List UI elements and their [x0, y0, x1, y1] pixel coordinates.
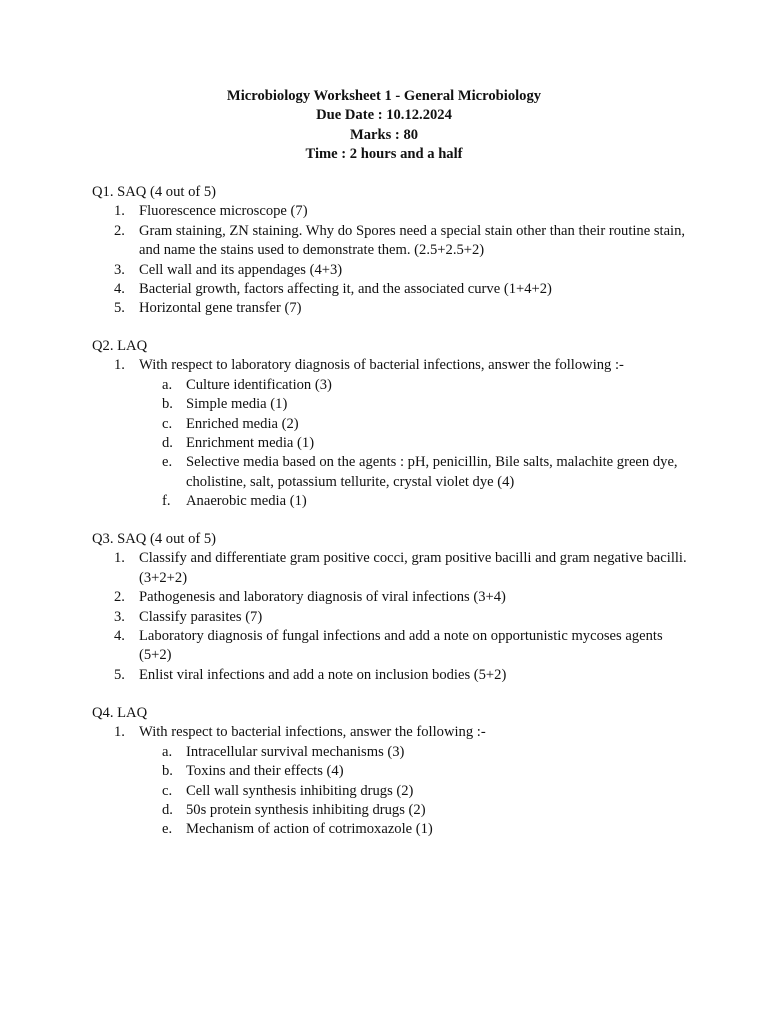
question-title: Q2. LAQ: [92, 338, 148, 354]
list-item: [92, 666, 692, 685]
item-text: Enlist viral infections and add a note on inclusion bodies (5+2): [139, 666, 507, 683]
due-date: Due Date : 10.12.2024: [316, 107, 452, 124]
item-text: Enrichment media (1): [186, 435, 315, 452]
question-title: Q1. SAQ (4 out of 5): [92, 184, 217, 200]
item-letter: a.: [162, 376, 173, 393]
question-2-section: [92, 337, 692, 512]
sub-list-item: [92, 453, 692, 492]
item-number: 3.: [114, 261, 125, 278]
item-letter: e.: [162, 821, 173, 838]
list-item: [92, 261, 692, 280]
question-4-section: [92, 704, 692, 840]
sub-list-item: [92, 801, 692, 820]
item-number: 3.: [114, 608, 125, 625]
item-number: 1.: [114, 357, 125, 374]
list-item: [92, 627, 692, 666]
item-text: Pathogenesis and laboratory diagnosis of viral infections (3+4): [139, 589, 506, 606]
item-letter: b.: [162, 396, 173, 413]
total-marks: Marks : 80: [349, 126, 419, 143]
sub-list-item: [92, 762, 692, 781]
item-letter: d.: [162, 802, 173, 819]
item-number: 5.: [114, 300, 125, 317]
item-letter: f.: [162, 493, 171, 510]
item-number: 1.: [114, 724, 125, 741]
question-title: Q4. LAQ: [92, 705, 148, 721]
item-text: With respect to bacterial infections, answer the following :-: [139, 724, 486, 741]
sub-list-item: [92, 492, 692, 511]
item-text: Mechanism of action of cotrimoxazole (1): [186, 821, 433, 838]
item-text: Cell wall synthesis inhibiting drugs (2): [186, 782, 414, 799]
item-text: Gram staining, ZN staining. Why do Spores need a special stain other than their routine stain, and name the stains used to demonstrate them. (2.5+2.5+2): [139, 222, 686, 259]
sub-list-item: [92, 376, 692, 395]
list-item: [92, 280, 692, 299]
item-text: Horizontal gene transfer (7): [139, 300, 302, 317]
question-3-section: [92, 530, 692, 685]
item-text: Anaerobic media (1): [186, 493, 307, 510]
item-text: Selective media based on the agents : pH, penicillin, Bile salts, malachite green dye, cholistine, salt, potassium tellurite, crystal violet dye (4): [186, 454, 678, 490]
item-number: 2.: [114, 589, 125, 606]
time-allowed: Time : 2 hours and a half: [305, 146, 463, 163]
item-text: Classify and differentiate gram positive cocci, gram positive bacilli and gram negative bacilli. (3+2+2): [139, 550, 687, 586]
item-text: With respect to laboratory diagnosis of bacterial infections, answer the following :-: [139, 357, 624, 374]
item-number: 2.: [114, 222, 125, 239]
list-item: [92, 588, 692, 607]
item-text: Classify parasites (7): [139, 608, 263, 625]
item-text: Culture identification (3): [186, 376, 332, 393]
item-number: 4.: [114, 281, 125, 298]
item-letter: e.: [162, 454, 173, 471]
list-item: [92, 356, 692, 375]
item-number: 4.: [114, 628, 125, 645]
item-text: Intracellular survival mechanisms (3): [186, 743, 405, 760]
item-text: Toxins and their effects (4): [186, 763, 344, 780]
item-text: Fluorescence microscope (7): [139, 203, 308, 220]
question-1-section: [92, 183, 692, 319]
list-item: [92, 549, 692, 588]
sub-list-item: [92, 820, 692, 839]
worksheet-title: Microbiology Worksheet 1 - General Microbiology: [226, 88, 542, 104]
item-text: Cell wall and its appendages (4+3): [139, 261, 343, 278]
item-number: 1.: [114, 550, 125, 567]
item-letter: b.: [162, 763, 173, 780]
sub-list-item: [92, 434, 692, 453]
sub-list-item: [92, 415, 692, 434]
list-item: [92, 723, 692, 742]
item-letter: c.: [162, 782, 173, 799]
sub-list-item: [92, 743, 692, 762]
item-text: Laboratory diagnosis of fungal infections and add a note on opportunistic mycoses agents (5+2): [139, 628, 663, 664]
sub-list-item: [92, 395, 692, 414]
list-item: [92, 202, 692, 221]
item-number: 1.: [114, 203, 125, 220]
item-text: 50s protein synthesis inhibiting drugs (2): [186, 802, 426, 819]
item-letter: c.: [162, 415, 173, 432]
list-item: [92, 299, 692, 318]
item-text: Simple media (1): [186, 396, 288, 413]
item-letter: a.: [162, 743, 173, 760]
item-text: Enriched media (2): [186, 415, 299, 432]
question-title: Q3. SAQ (4 out of 5): [92, 531, 217, 547]
sub-list-item: [92, 782, 692, 801]
item-text: Bacterial growth, factors affecting it, and the associated curve (1+4+2): [139, 281, 552, 298]
item-letter: d.: [162, 435, 173, 452]
list-item: [92, 608, 692, 627]
item-number: 5.: [114, 666, 125, 683]
list-item: [92, 222, 692, 261]
worksheet-header: [0, 87, 768, 165]
